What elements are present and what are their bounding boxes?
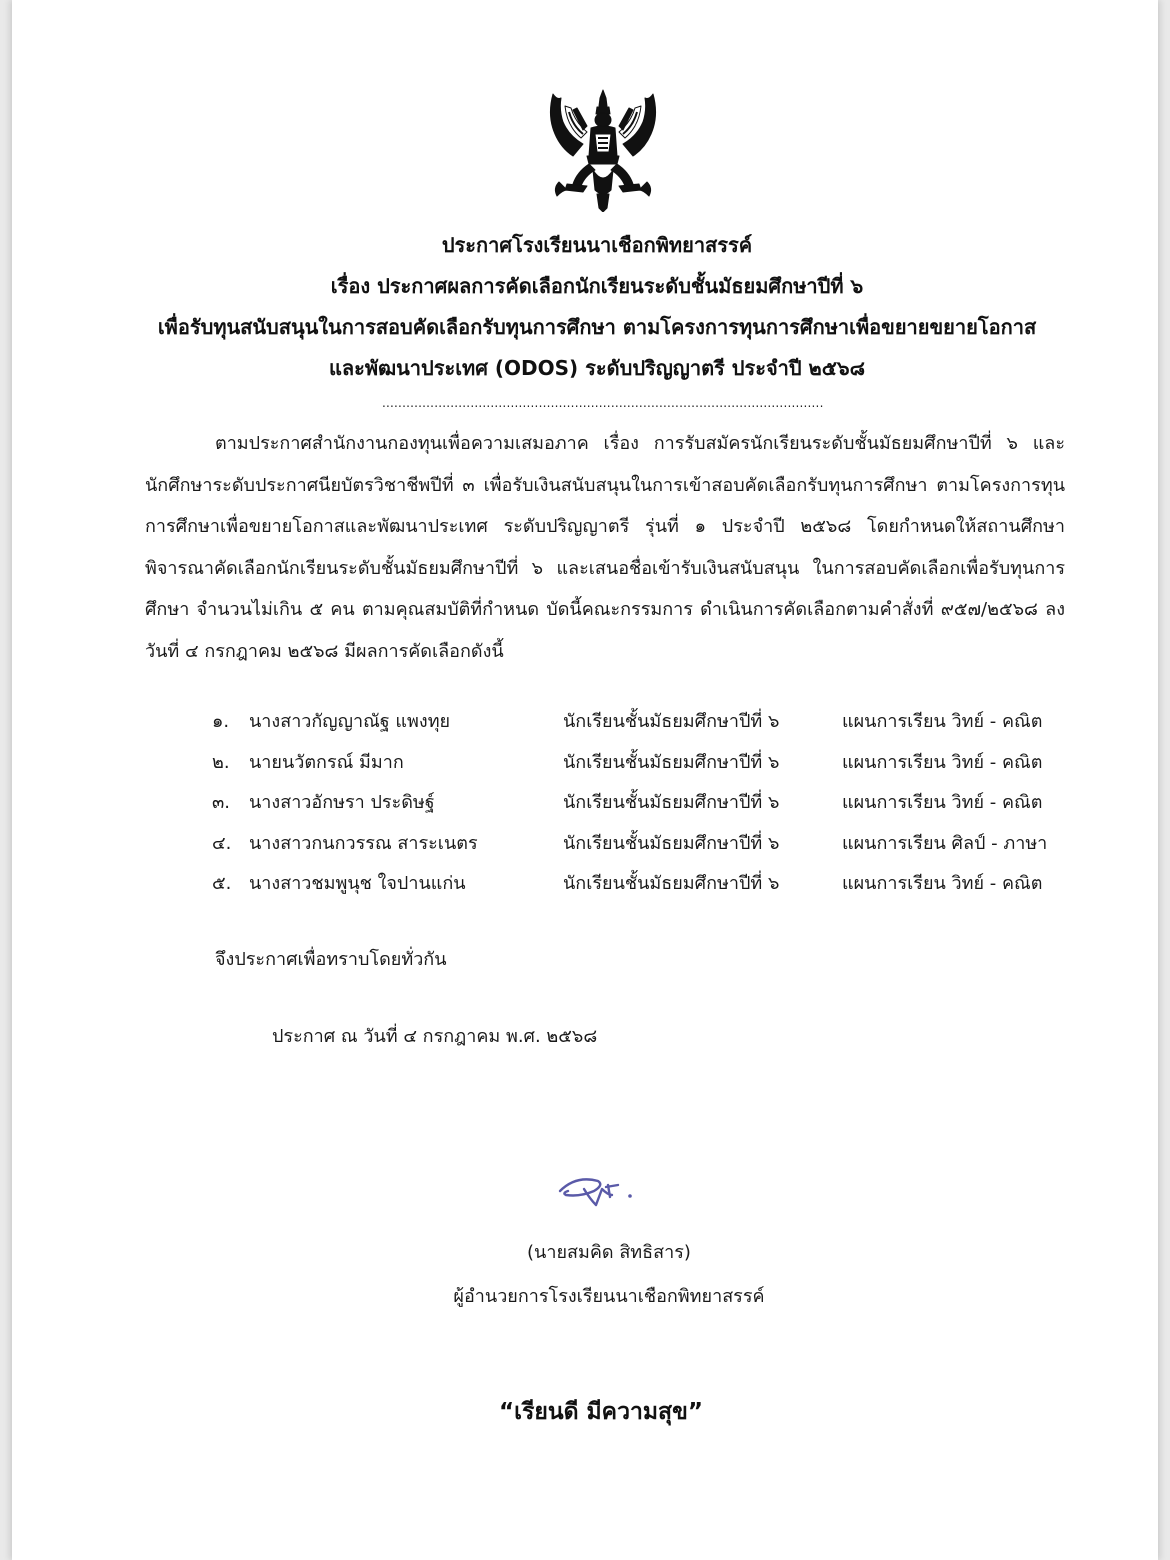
dotted-rule: ..............................................................................................................	[382, 396, 824, 410]
student-number: ๑.	[212, 711, 230, 732]
school-motto: “เรียนดี มีความสุข”	[499, 1399, 703, 1425]
student-grade: นักเรียนชั้นมัธยมศึกษาปีที่ ๖	[563, 792, 780, 813]
student-row	[12, 783, 1170, 823]
signature-icon	[554, 1165, 646, 1213]
student-plan: แผนการเรียน วิทย์ - คณิต	[842, 873, 1043, 894]
student-number: ๕.	[212, 873, 232, 894]
student-plan: แผนการเรียน วิทย์ - คณิต	[842, 792, 1043, 813]
student-name: นางสาวอักษรา ประดิษฐ์	[249, 792, 435, 813]
student-plan: แผนการเรียน ศิลป์ - ภาษา	[842, 832, 1048, 854]
student-grade: นักเรียนชั้นมัธยมศึกษาปีที่ ๖	[563, 873, 780, 894]
student-grade: นักเรียนชั้นมัธยมศึกษาปีที่ ๖	[563, 751, 780, 773]
student-name: นางสาวชมพูนุช ใจปานแก่น	[249, 873, 466, 894]
student-row	[12, 743, 1170, 783]
student-plan: แผนการเรียน วิทย์ - คณิต	[842, 711, 1043, 732]
student-name: นางสาวกัญญาณัฐ แพงทุย	[249, 711, 451, 732]
garuda-emblem-icon	[543, 86, 663, 212]
signer-name: (นายสมคิด สิทธิสาร)	[527, 1242, 691, 1263]
student-grade: นักเรียนชั้นมัธยมศึกษาปีที่ ๖	[563, 711, 780, 732]
student-grade: นักเรียนชั้นมัธยมศึกษาปีที่ ๖	[563, 832, 780, 854]
student-row	[12, 864, 1170, 904]
student-row	[12, 824, 1170, 864]
heading-line: ประกาศโรงเรียนนาเชือกพิทยาสรรค์	[441, 233, 753, 257]
heading-line: เพื่อรับทุนสนับสนุนในการสอบคัดเลือกรับทุนการศึกษา ตามโครงการทุนการศึกษาเพื่อขยายขยายโอกาส	[157, 315, 1037, 339]
student-number: ๒.	[212, 751, 230, 773]
student-name: นายนวัตกรณ์ มีมาก	[249, 751, 404, 773]
student-number: ๔.	[212, 832, 232, 854]
announcement-heading	[12, 225, 1170, 389]
closing-sentence: จึงประกาศเพื่อทราบโดยทั่วกัน	[215, 949, 447, 970]
student-row	[12, 702, 1170, 742]
body-paragraph: ตามประกาศสำนักงานกองทุนเพื่อความเสมอภาค เรื่อง การรับสมัครนักเรียนระดับชั้นมัธยมศึกษาปีที่ ๖ และนักศึกษาระดับประกาศนียบัตรวิชาชีพปีที่ ๓ เพื่อรับเงินสนับสนุนในการเข้าสอบคัดเลือกรับทุนการศึกษา ตามโครงการทุนการศึกษาเพื่อขยายโอกาสและพัฒนาประเทศ ระดับปริญญาตรี รุ่นที่ ๑ ประจำปี ๒๕๖๘ โดยกำหนดให้สถานศึกษาพิจารณาคัดเลือกนักเรียนระดับชั้นมัธยมศึกษาปีที่ ๖ และเสนอชื่อเข้ารับเงินสนับสนุน ในการสอบคัดเลือกเพื่อรับทุนการศึกษา จำนวนไม่เกิน ๕ คน ตามคุณสมบัติที่กำหนด บัดนี้คณะกรรมการ ดำเนินการคัดเลือกตามคำสั่งที่ ๙๕๗/๒๕๖๘ ลงวันที่ ๔ กรกฎาคม ๒๕๖๘ มีผลการคัดเลือกดังนี้	[145, 433, 1065, 662]
student-number: ๓.	[212, 792, 231, 813]
student-plan: แผนการเรียน วิทย์ - คณิต	[842, 751, 1043, 773]
heading-line: เรื่อง ประกาศผลการคัดเลือกนักเรียนระดับชั้นมัธยมศึกษาปีที่ ๖	[330, 274, 864, 298]
heading-line: และพัฒนาประเทศ (ODOS) ระดับปริญญาตรี ประจำปี ๒๕๖๘	[329, 356, 865, 380]
announcement-date: ประกาศ ณ วันที่ ๔ กรกฎาคม พ.ศ. ๒๕๖๘	[272, 1026, 598, 1047]
student-name: นางสาวกนกวรรณ สาระเนตร	[249, 832, 478, 854]
signer-title: ผู้อำนวยการโรงเรียนนาเชือกพิทยาสรรค์	[453, 1286, 765, 1307]
document-sheet	[12, 0, 1158, 1560]
